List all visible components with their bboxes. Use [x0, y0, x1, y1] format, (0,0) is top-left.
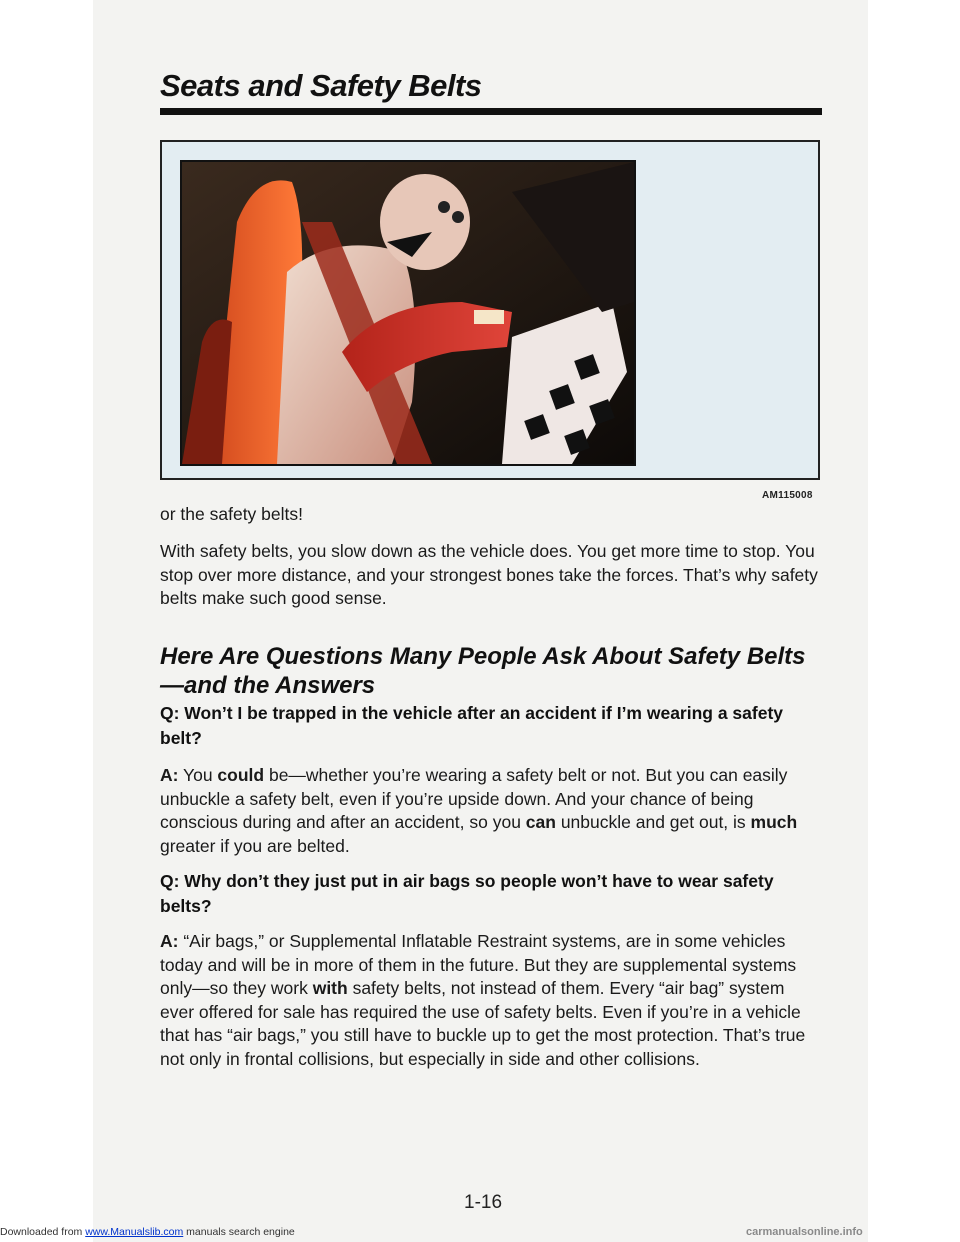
answer-text: safety belts, not instead of them. Every “air bag” system ever offered for sale has required the use of safety belts. Even if you’re in a vehicle that has “air bags,” you still have to buckle up to get the most protection. That’s true not only in frontal collisions, but especially in side and other collisions. — [160, 978, 806, 1069]
page-number: 1-16 — [464, 1192, 503, 1213]
page-title: Seats and Safety Belts — [160, 68, 482, 103]
watermark-suffix: manuals search engine — [183, 1226, 295, 1238]
answer-text: unbuckle and get out, is — [555, 812, 751, 832]
download-watermark — [0, 1226, 295, 1238]
answer-emphasis: could — [217, 765, 265, 785]
figure-id: AM115008 — [762, 490, 813, 501]
answer-label: A: — [160, 765, 179, 785]
crash-test-dummy-photo — [180, 160, 636, 466]
answer-emphasis: can — [525, 812, 556, 832]
section-heading: Here Are Questions Many People Ask About Safety Belts—and the Answers — [160, 643, 806, 699]
question-2: Q: Why don’t they just put in air bags so people won’t have to wear safety belts? — [160, 871, 774, 916]
title-rule — [160, 108, 822, 115]
watermark-prefix: Downloaded from — [0, 1226, 86, 1238]
paragraph-2: With safety belts, you slow down as the vehicle does. You get more time to stop. You stop over more distance, and your strongest bones take the forces. That’s why safety belts make such good sense. — [160, 541, 818, 608]
answer-2 — [160, 930, 822, 1071]
answer-label: A: — [160, 931, 179, 951]
answer-emphasis: with — [312, 978, 348, 998]
answer-text: “Air bags,” or Supplemental Inflatable Restraint systems, are in some vehicles today and will be in more of them in the future. But they are supplemental systems only—so they work — [160, 931, 797, 998]
answer-text: greater if you are belted. — [160, 835, 350, 856]
manualslib-link[interactable]: www.Manualslib.com — [85, 1226, 184, 1238]
question-1: Q: Won’t I be trapped in the vehicle after an accident if I’m wearing a safety belt? — [160, 703, 784, 748]
figure-frame — [160, 140, 820, 480]
answer-emphasis: much — [750, 812, 798, 832]
crash-test-dummy-illustration — [182, 162, 634, 464]
answer-1 — [160, 764, 822, 858]
paragraph-1: or the safety belts! — [160, 504, 303, 524]
answer-text: be—whether you’re wearing a safety belt or not. But you can easily unbuckle a safety belt, even if you’re upside down. And your chance of being conscious during and after an accident, so you — [160, 765, 788, 832]
site-watermark: carmanualsonline.info — [746, 1226, 863, 1238]
answer-text: You — [178, 765, 218, 785]
